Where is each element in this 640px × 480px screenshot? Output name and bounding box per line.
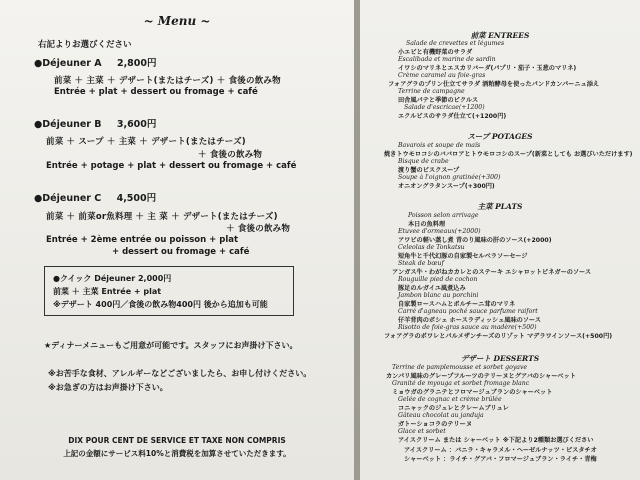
dessert-2-jp: ミョウガのグラニテとフロマージュブランのシャーベット [392,389,553,396]
hurry-note: ※お急ぎの方はお声掛け下さい。 [48,383,168,392]
entree-1-jp: 小エビと有機野菜のサラダ [398,49,473,56]
course-b-jp2: ＋ 食後の飲み物 [198,150,263,160]
section-title-entrees: 前菜 ENTREES [470,31,530,40]
dessert-sorbet-flavors: シャーベット ：ライチ・グアバ・フロマージュブラン・ライチ・青梅 [404,456,597,463]
course-b-name: ●Déjeuner B [34,119,102,130]
course-b [34,116,156,130]
plat-4-jp: アンガス牛・わがねカカレとのステーキ エシャロットビネガーのソース [392,269,592,276]
course-b-jp: 前菜 ＋ スープ ＋ 主菜 ＋ デザート(またはチーズ) [46,137,246,147]
course-a-price: 2,800円 [116,58,157,69]
service-charge-jp: 上記の金額にサービス料10%と消費税を加算させていただきます。 [63,449,291,458]
quick-line-2: 前菜 ＋ 主菜 Entrée + plat [53,287,162,296]
dessert-2-fr: Granité de myouga et sorbet fromage blanc [392,380,530,387]
section-title-desserts: デザート DESSERTS [460,354,540,363]
plat-2-fr: Etuvee d'ormeaux(+2000) [398,228,481,235]
dessert-1-fr: Terrine de pamplemousse et sorbet goyave [392,364,528,371]
right-menu-sheet [360,0,640,480]
dessert-4-jp: ガトーショコラのテリーヌ [398,421,473,428]
potage-2-jp: 渡り蟹のビスクスープ [398,167,460,174]
plat-7-jp: 仔羊背肉のポシェ ホースラディッシュ風味のソース [398,317,541,324]
entree-3-jp: フォアグラのプリン仕立てサラダ 酒粕酵母を使ったパンドカンパーニュ添え [388,81,600,88]
plat-1-jp: 本日の魚料理 [408,221,446,228]
course-a-name: ●Déjeuner A [34,58,102,69]
section-title-plats: 主菜 PLATS [477,202,523,211]
potage-3-fr: Soupe à l'oignon gratinée(+300) [398,174,501,181]
course-c-fr-1: Entrée + 2ème entrée ou poisson + plat [46,235,239,245]
plat-6-jp: 自家製ロースハムとポルチーニ茸のマリネ [398,301,516,308]
entree-2-jp: イワシのマリネとエスカリバーダ(パプリ・茄子・玉葱のマリネ) [398,65,577,72]
entree-4-fr: Terrine de campagne [398,88,465,95]
quick-lunch-box [44,266,294,316]
entree-5-fr: Salade d'escricae(+1200) [404,104,485,111]
section-title-potages: スープ POTAGES [467,132,533,141]
dinner-note: ★ディナーメニューもご用意が可能です。スタッフにお声掛け下さい。 [44,341,298,350]
dessert-5-fr: Glace et sorbet [398,428,446,435]
dessert-1-jp: カンパリ風味のグレープフルーツのテリーヌとグアバのシャーベット [386,373,576,380]
entree-2-fr: Escalibada et marine de sardin [398,56,496,63]
course-c-name: ●Déjeuner C [34,193,102,204]
dessert-4-fr: Gâteau chocolat au janduja [398,412,484,419]
service-charge-fr: DIX POUR CENT DE SERVICE ET TAXE NON COMPRIS [68,436,286,445]
course-b-price: 3,600円 [116,119,157,130]
quick-line-3: ※デザート 400円／食後の飲み物400円 後から追加も可能 [53,300,268,309]
course-a [34,55,157,69]
plat-7-fr: Carré d'agneau poché sauce parfume raifort [398,308,538,315]
course-a-jp: 前菜 ＋ 主菜 ＋ デザート(またはチーズ) ＋ 食後の飲み物 [54,76,281,86]
dessert-3-jp: コニャックのジュレとクレームブリュレ [398,405,509,412]
dessert-ice-flavors: アイスクリーム ：バニラ・キャラメル・ヘーゼルナッツ・ピスタチオ [404,447,597,454]
plat-6-fr: Jambon blanc au porchini [398,292,479,299]
potage-3-jp: オニオングラタンスープ(+300円) [398,183,495,190]
plat-4-fr: Steak de bœuf [398,260,444,267]
potage-1-fr: Bavarois et soupe de maïs [398,142,481,149]
plat-5-jp: 豚足のルガイユ風煮込み [398,285,466,292]
course-c-jp2: ＋ 食後の飲み物 [226,224,291,234]
course-c [34,190,156,204]
entree-5-jp: エクルビスのサラダ仕立て(+1200円) [398,113,507,120]
plat-3-fr: Celeolas de Tonkatsu [398,244,465,251]
potage-1-jp: 焼きトウモロコシのババロアとトウモロコシのスープ(新菜としても お選びいただけます) [384,151,633,158]
entree-4-jp: 田舎風パテと季節のピクルス [398,97,479,104]
dessert-3-fr: Gelée de cognac et crème brûlée [398,396,502,403]
entree-1-fr: Salade de crevettes et légumes [406,40,505,47]
plat-2-jp: アワビの軽い蒸し煮 青のり風味の肝のソース(+2000) [398,237,552,244]
course-c-jp: 前菜 ＋ 前菜or魚料理 ＋ 主 菜 ＋ デザート(またはチーズ) [46,212,278,222]
dessert-5-jp: アイスクリーム または シャーベット ※下記より2種類お選びください [398,437,594,444]
plat-3-jp: 短角牛と千代幻豚の自家製セルベラソーセージ [398,253,528,260]
course-c-price: 4,500円 [116,193,157,204]
plat-5-fr: Rouguille pied de cochon [398,276,478,283]
plat-8-fr: Risotto de foie-gras sauce au madère(+500) [398,324,537,331]
potage-2-fr: Bisque de crabe [398,158,449,165]
entree-3-fr: Crème caramel au foie-gras [398,72,486,79]
course-a-fr: Entrée + plat + dessert ou fromage + café [54,87,258,97]
quick-line-1: ●クイック Déjeuner 2,000円 [53,274,172,283]
plat-8-jp: フォアグラのポワレとパルメザンチーズのリゾット マデラワインソース(+500円) [384,333,613,340]
menu-title: ~ Menu ~ [143,14,211,28]
plat-1-fr: Poisson selon arrivage [408,212,479,219]
intro-text: 右記よりお選びください [38,40,132,50]
allergy-note: ※お苦手な食材、アレルギーなどございましたら、お申し付けください。 [48,369,312,378]
course-b-fr: Entrée + potage + plat + dessert ou fromage + café [46,161,297,171]
course-c-fr-2: + dessert ou fromage + café [112,247,250,257]
